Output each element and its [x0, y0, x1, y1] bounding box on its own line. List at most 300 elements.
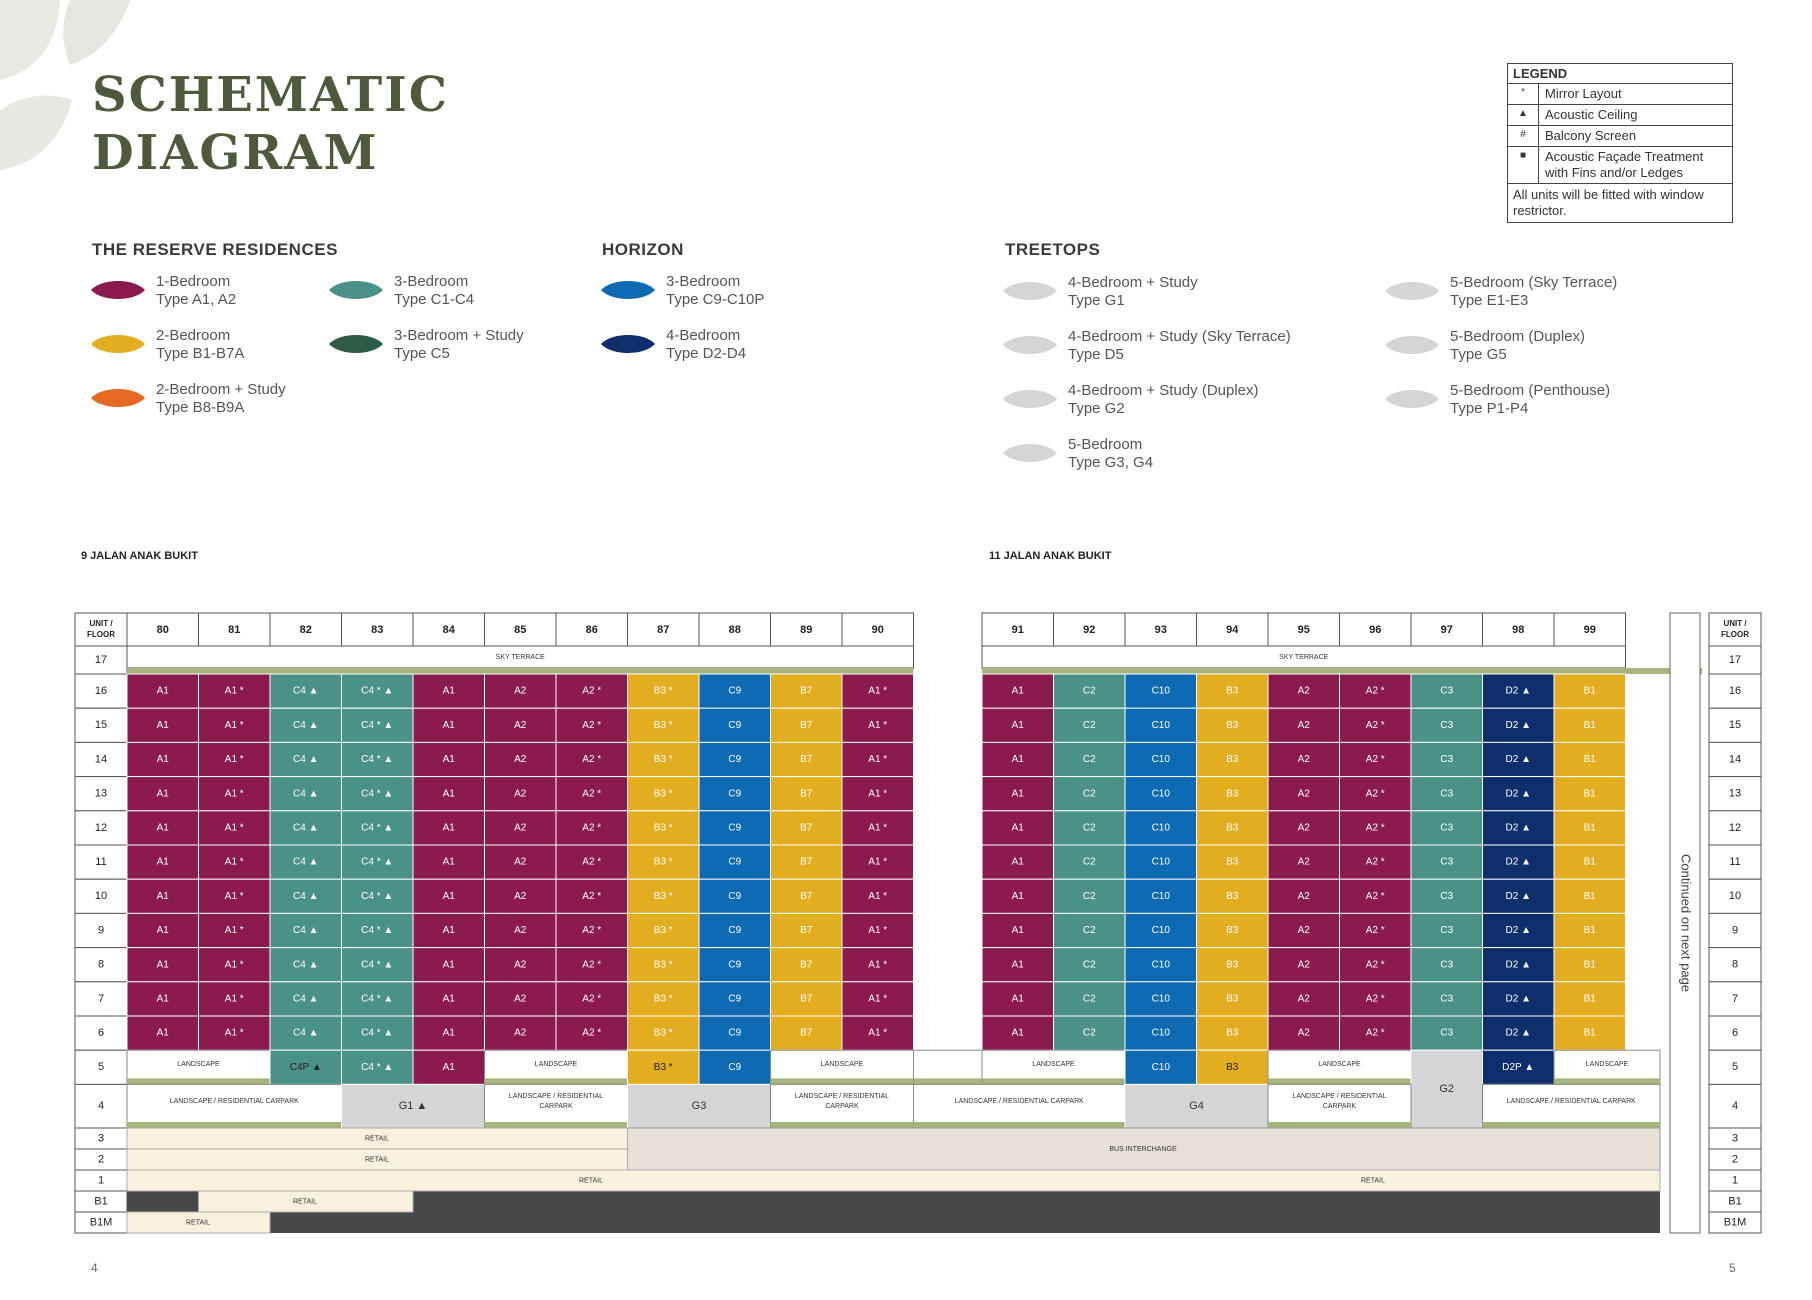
unit-label: A2: [1297, 685, 1310, 697]
floor-label: 4: [1731, 1100, 1739, 1113]
floor-label: 2: [1731, 1153, 1739, 1166]
landscape-label: CARPARK: [1322, 1103, 1357, 1111]
landscape-strip: [485, 1122, 628, 1128]
unit-label: C4 * ▲: [361, 959, 394, 971]
unit-label: A1 *: [224, 685, 244, 697]
unit-label: A1: [442, 719, 455, 731]
unit-label: C9: [728, 925, 742, 937]
unit-label: C4 * ▲: [361, 856, 394, 868]
unit-label: B7: [800, 822, 813, 834]
unit-label: D2 ▲: [1505, 993, 1531, 1005]
hash-symbol: #: [1508, 126, 1539, 146]
unit-label: A1: [1011, 925, 1024, 937]
unit-label: A2 *: [1365, 788, 1385, 800]
unit-label: B7: [800, 993, 813, 1005]
unit-label: C9: [728, 856, 742, 868]
floor-label: 11: [1729, 856, 1741, 869]
unit-label: C2: [1082, 685, 1096, 697]
unit-label: A2: [514, 1027, 527, 1039]
unit-label: A1: [442, 788, 455, 800]
unit-label: A1: [1011, 856, 1024, 868]
landscape-label: LANDSCAPE / RESIDENTIAL CARPARK: [169, 1098, 299, 1106]
unit-label: A2 *: [582, 959, 602, 971]
unit-label: A2: [1297, 890, 1310, 902]
unit-label: C9: [728, 993, 742, 1005]
unit-label: A1: [1011, 890, 1024, 902]
unit-label: B3 *: [653, 788, 673, 800]
unit-label: C4 * ▲: [361, 788, 394, 800]
floor-label: 16: [1728, 685, 1742, 698]
key-item: 4-Bedroom + Study (Sky Terrace) Type D5: [1002, 328, 1291, 364]
unit-label: A2 *: [1365, 685, 1385, 697]
unit-label: C3: [1440, 1027, 1454, 1039]
floor-label: 9: [97, 924, 105, 937]
legend-label: Acoustic Ceiling: [1545, 107, 1638, 122]
unit-label: B1: [1583, 788, 1596, 800]
unit-label: G3: [691, 1100, 707, 1113]
unit-label: A1 *: [868, 890, 888, 902]
unit-label: C9: [728, 959, 742, 971]
stack-number: 98: [1512, 623, 1525, 636]
key-item: 5-Bedroom (Duplex) Type G5: [1384, 328, 1585, 364]
landscape-label: LANDSCAPE / RESIDENTIAL: [1292, 1093, 1387, 1101]
unit-label: B7: [800, 754, 813, 766]
floor-label: 10: [1728, 890, 1742, 903]
stack-number: 89: [800, 623, 813, 636]
unit-label: C10: [1151, 788, 1170, 800]
unit-label: A1: [156, 822, 169, 834]
key-item: 1-Bedroom Type A1, A2: [90, 273, 236, 309]
block-address: 9 JALAN ANAK BUKIT: [81, 550, 198, 562]
unit-label: B3 *: [653, 822, 673, 834]
unit-label: C4 ▲: [293, 788, 319, 800]
unit-label: A2 *: [582, 925, 602, 937]
unit-label: C9: [728, 788, 742, 800]
floor-label: 9: [1731, 924, 1739, 937]
unit-label: B3: [1226, 1027, 1239, 1039]
unit-label: A2 *: [582, 788, 602, 800]
unit-label: A2 *: [1365, 719, 1385, 731]
unit-label: A2 *: [582, 754, 602, 766]
retail-block: [127, 1170, 1660, 1191]
unit-label: B7: [800, 1027, 813, 1039]
unit-label: A1 *: [868, 993, 888, 1005]
landscape-cell: [914, 1084, 1126, 1128]
unit-label: D2 ▲: [1505, 754, 1531, 766]
floor-label: 10: [94, 890, 108, 903]
unit-label: C2: [1082, 925, 1096, 937]
landscape-label: LANDSCAPE: [820, 1061, 864, 1069]
unit-label: A2 *: [582, 856, 602, 868]
unit-label: B1: [1583, 856, 1596, 868]
unit-label: C3: [1440, 959, 1454, 971]
landscape-strip: [982, 668, 1681, 674]
unit-label: A1: [156, 959, 169, 971]
unit-label: A2: [514, 719, 527, 731]
stack-number: 84: [442, 623, 455, 636]
unit-label: B7: [800, 719, 813, 731]
unit-label: D2 ▲: [1505, 719, 1531, 731]
unit-label: D2P ▲: [1502, 1061, 1535, 1073]
unit-label: C4 * ▲: [361, 685, 394, 697]
unit-label: A2: [514, 856, 527, 868]
landscape-label: CARPARK: [539, 1103, 573, 1111]
unit-label: A2: [514, 822, 527, 834]
floor-label: 16: [94, 685, 108, 698]
floor-label: 5: [97, 1061, 105, 1074]
unit-label: C4 ▲: [293, 719, 319, 731]
unit-label: B3: [1226, 719, 1239, 731]
stack-number: 90: [871, 623, 884, 636]
stack-number: 93: [1154, 623, 1167, 636]
unit-label: A1 *: [224, 890, 244, 902]
unit-label: C3: [1440, 822, 1454, 834]
key-item: 4-Bedroom Type D2-D4: [600, 327, 746, 363]
unit-label: B7: [800, 890, 813, 902]
sky-terrace-label: SKY TERRACE: [495, 653, 545, 661]
unit-label: B3 *: [653, 1027, 673, 1039]
unit-label: A1 *: [224, 856, 244, 868]
legend-label: Acoustic Façade Treatment with Fins and/or Ledges: [1545, 149, 1704, 180]
unit-label: D2 ▲: [1505, 788, 1531, 800]
unit-label: C4 ▲: [293, 685, 319, 697]
unit-label: A2: [1297, 993, 1310, 1005]
stack-number: 95: [1297, 623, 1310, 636]
landscape-label: LANDSCAPE / RESIDENTIAL: [508, 1093, 604, 1101]
unit-label: B3: [1226, 685, 1239, 697]
unit-label: C9: [728, 822, 742, 834]
unit-label: B7: [800, 788, 813, 800]
legend-label: Balcony Screen: [1545, 128, 1637, 143]
unit-label: B3 *: [653, 719, 673, 731]
floor-label: 17: [1728, 653, 1742, 666]
landscape-strip: [127, 1122, 342, 1128]
landscape-strip: [914, 1078, 983, 1084]
landscape-strip: [771, 1122, 914, 1128]
group-title: THE RESERVE RESIDENCES: [92, 240, 338, 259]
group-title: HORIZON: [602, 240, 684, 259]
unit-label: A1: [156, 754, 169, 766]
unit-label: A1: [442, 993, 455, 1005]
floor-label: 13: [1728, 787, 1742, 800]
key-item: 3-Bedroom + Study Type C5: [328, 327, 524, 363]
stack-number: 99: [1583, 623, 1596, 636]
unit-label: C3: [1440, 754, 1454, 766]
unit-label: C9: [728, 754, 742, 766]
floor-header-label: FLOOR: [87, 630, 115, 640]
unit-label: B7: [800, 925, 813, 937]
unit-label: A2 *: [1365, 890, 1385, 902]
unit-label: C4 ▲: [293, 959, 319, 971]
unit-label: A1 *: [868, 856, 888, 868]
unit-label: A1: [442, 856, 455, 868]
landscape-strip: [771, 1078, 914, 1084]
unit-label: C4 ▲: [293, 993, 319, 1005]
unit-label: C3: [1440, 719, 1454, 731]
mirror-symbol: *: [1508, 84, 1539, 104]
unit-label: C9: [728, 1027, 742, 1039]
unit-label: A2: [1297, 719, 1310, 731]
unit-label: A1: [156, 1027, 169, 1039]
unit-label: A2 *: [582, 719, 602, 731]
unit-label: C10: [1151, 993, 1170, 1005]
unit-label: A1: [442, 1027, 455, 1039]
unit-label: B3 *: [653, 925, 673, 937]
unit-label: B7: [800, 856, 813, 868]
landscape-label: LANDSCAPE / RESIDENTIAL CARPARK: [1506, 1098, 1636, 1106]
unit-label: B3 *: [653, 685, 673, 697]
floor-label: B1M: [1723, 1216, 1747, 1229]
unit-label: B3 *: [653, 856, 673, 868]
floor-label: 12: [1728, 821, 1742, 834]
floor-label: 7: [97, 992, 105, 1005]
floor-label: 6: [97, 1027, 105, 1040]
unit-label: A1 *: [224, 822, 244, 834]
unit-label: C10: [1151, 685, 1170, 697]
unit-label: C4 ▲: [293, 754, 319, 766]
unit-label: A1: [442, 1061, 455, 1073]
unit-label: A2 *: [1365, 822, 1385, 834]
unit-label: C9: [728, 1061, 742, 1073]
unit-label: A1: [1011, 685, 1024, 697]
floor-label: 8: [97, 958, 105, 971]
floor-label: 3: [97, 1132, 105, 1145]
unit-label: D2 ▲: [1505, 890, 1531, 902]
floor-label: 17: [94, 653, 108, 666]
unit-label: C4P ▲: [289, 1061, 322, 1073]
unit-label: A2: [514, 925, 527, 937]
landscape-label: LANDSCAPE: [534, 1061, 578, 1069]
key-item: 4-Bedroom + Study (Duplex) Type G2: [1002, 382, 1259, 418]
retail-label: RETAIL: [293, 1198, 317, 1206]
unit-label: B1: [1583, 925, 1596, 937]
unit-label: A1: [1011, 993, 1024, 1005]
unit-label: C2: [1082, 719, 1096, 731]
unit-label: B1: [1583, 685, 1596, 697]
floor-label: 5: [1731, 1061, 1739, 1074]
unit-label: C9: [728, 890, 742, 902]
unit-label: C4 * ▲: [361, 890, 394, 902]
landscape-cell: [1483, 1084, 1661, 1128]
title-line-1: SCHEMATIC: [92, 67, 449, 123]
landscape-strip: [1554, 1078, 1660, 1084]
unit-label: A1: [1011, 1027, 1024, 1039]
floor-label: B1: [94, 1195, 108, 1208]
unit-label: A1: [442, 925, 455, 937]
key-item: 5-Bedroom (Sky Terrace) Type E1-E3: [1384, 274, 1617, 310]
unit-label: C3: [1440, 788, 1454, 800]
unit-label: A1 *: [868, 685, 888, 697]
floor-label: 1: [1731, 1174, 1739, 1187]
unit-label: A1 *: [868, 788, 888, 800]
unit-label: C3: [1440, 925, 1454, 937]
unit-label: C10: [1151, 754, 1170, 766]
unit-label: A1 *: [224, 959, 244, 971]
group-title: TREETOPS: [1005, 240, 1101, 259]
unit-label: A2: [514, 993, 527, 1005]
unit-label: C2: [1082, 788, 1096, 800]
unit-label: A2: [1297, 788, 1310, 800]
unit-label: A1: [442, 959, 455, 971]
stack-number: 96: [1369, 623, 1382, 636]
landscape-strip: [982, 1078, 1125, 1084]
unit-label: C3: [1440, 993, 1454, 1005]
key-item: 2-Bedroom + Study Type B8-B9A: [90, 381, 286, 417]
unit-label: A1: [1011, 719, 1024, 731]
unit-label: C2: [1082, 856, 1096, 868]
unit-label: A1: [442, 890, 455, 902]
unit-label: D2 ▲: [1505, 925, 1531, 937]
stack-number: 82: [299, 623, 312, 636]
unit-label: B3: [1226, 856, 1239, 868]
unit-label: C4 ▲: [293, 890, 319, 902]
unit-label: A1 *: [224, 993, 244, 1005]
floor-label: 13: [94, 787, 108, 800]
unit-label: A2: [514, 754, 527, 766]
retail-label: RETAIL: [1361, 1177, 1385, 1185]
square-symbol: ■: [1508, 147, 1539, 183]
unit-label: A1: [1011, 788, 1024, 800]
floor-label: 1: [97, 1174, 105, 1187]
unit-label: A1 *: [868, 925, 888, 937]
unit-label: A1 *: [868, 959, 888, 971]
unit-label: A2 *: [582, 993, 602, 1005]
stack-number: 81: [228, 623, 241, 636]
unit-label: A2 *: [1365, 856, 1385, 868]
unit-label: C4 * ▲: [361, 993, 394, 1005]
retail-label: RETAIL: [186, 1219, 210, 1227]
unit-label: A1: [1011, 822, 1024, 834]
title-line-2: DIAGRAM: [92, 125, 379, 181]
stack-number: 91: [1011, 623, 1024, 636]
unit-label: B3: [1226, 993, 1239, 1005]
unit-label: A2 *: [582, 1027, 602, 1039]
unit-label: A2 *: [582, 822, 602, 834]
unit-label: B3 *: [653, 959, 673, 971]
unit-label: C4 * ▲: [361, 754, 394, 766]
unit-label: G4: [1189, 1100, 1204, 1113]
unit-label: B1: [1583, 890, 1596, 902]
unit-label: A1 *: [224, 1027, 244, 1039]
unit-label: B3 *: [653, 890, 673, 902]
landscape-label: LANDSCAPE / RESIDENTIAL: [794, 1093, 890, 1101]
unit-label: C4 * ▲: [361, 822, 394, 834]
floor-header-label: FLOOR: [1721, 630, 1749, 640]
unit-label: C4 * ▲: [361, 925, 394, 937]
floor-header-label: UNIT /: [1723, 619, 1747, 629]
unit-label: A1: [1011, 754, 1024, 766]
landscape-strip: [914, 1122, 1126, 1128]
unit-label: A1 *: [224, 788, 244, 800]
unit-label: C10: [1151, 719, 1170, 731]
floor-label: 15: [1728, 719, 1742, 732]
unit-label: A2: [1297, 1027, 1310, 1039]
floor-label: 14: [1728, 753, 1742, 766]
unit-label: C4 ▲: [293, 925, 319, 937]
unit-label: A1: [156, 925, 169, 937]
unit-label: B7: [800, 685, 813, 697]
landscape-label: LANDSCAPE: [1318, 1061, 1361, 1069]
sky-terrace-label: SKY TERRACE: [1279, 653, 1329, 661]
unit-label: C10: [1151, 856, 1170, 868]
floor-label: 2: [97, 1153, 105, 1166]
unit-label: B3 *: [653, 754, 673, 766]
unit-label: D2 ▲: [1505, 822, 1531, 834]
floor-label: 7: [1731, 992, 1739, 1005]
legend-title: LEGEND: [1508, 64, 1732, 84]
landscape-strip: [127, 668, 914, 674]
unit-label: C10: [1151, 959, 1170, 971]
unit-label: C9: [728, 719, 742, 731]
landscape-strip: [1483, 1122, 1661, 1128]
landscape-cell: [127, 1084, 342, 1128]
triangle-symbol: ▲: [1508, 105, 1539, 125]
unit-label: B3: [1226, 890, 1239, 902]
floor-label: 8: [1731, 958, 1739, 971]
legend-note: All units will be fitted with window restrictor.: [1513, 187, 1704, 218]
unit-label: C10: [1151, 890, 1170, 902]
unit-label: A1 *: [224, 925, 244, 937]
unit-label: A2: [514, 788, 527, 800]
stack-number: 80: [156, 623, 169, 636]
unit-label: C3: [1440, 856, 1454, 868]
retail-label: RETAIL: [365, 1156, 389, 1164]
unit-label: D2 ▲: [1505, 959, 1531, 971]
unit-label: C2: [1082, 1027, 1096, 1039]
unit-label: D2 ▲: [1505, 685, 1531, 697]
floor-label: 6: [1731, 1027, 1739, 1040]
landscape-label: LANDSCAPE / RESIDENTIAL CARPARK: [954, 1098, 1084, 1106]
unit-label: B1: [1583, 959, 1596, 971]
unit-label: B3: [1226, 822, 1239, 834]
unit-label: C10: [1151, 822, 1170, 834]
key-item: 5-Bedroom Type G3, G4: [1002, 436, 1153, 472]
unit-label: A2: [1297, 925, 1310, 937]
unit-label: A2 *: [582, 685, 602, 697]
stack-number: 86: [585, 623, 598, 636]
floor-label: 12: [94, 821, 108, 834]
unit-label: B7: [800, 959, 813, 971]
landscape-label: LANDSCAPE: [1585, 1061, 1629, 1069]
unit-label: B1: [1583, 754, 1596, 766]
unit-label: A2: [1297, 822, 1310, 834]
unit-label: A2: [514, 890, 527, 902]
landscape-label: LANDSCAPE: [177, 1061, 220, 1069]
unit-label: A1 *: [224, 754, 244, 766]
unit-label: A2: [1297, 754, 1310, 766]
floor-label: B1: [1728, 1195, 1742, 1208]
stack-number: 87: [657, 623, 670, 636]
unit-label: A2 *: [1365, 1027, 1385, 1039]
unit-label: B3: [1226, 754, 1239, 766]
unit-label: A1: [442, 822, 455, 834]
unit-label: A1: [156, 685, 169, 697]
unit-label: A2: [1297, 959, 1310, 971]
unit-label: B1: [1583, 719, 1596, 731]
unit-label: A2 *: [1365, 925, 1385, 937]
landscape-strip: [1268, 1078, 1411, 1084]
unit-label: C10: [1151, 925, 1170, 937]
unit-label: C2: [1082, 959, 1096, 971]
unit-label: A1: [156, 993, 169, 1005]
floor-label: B1M: [89, 1216, 113, 1229]
unit-label: A1 *: [868, 1027, 888, 1039]
unit-label: C2: [1082, 993, 1096, 1005]
unit-label: C9: [728, 685, 742, 697]
unit-label: C4 ▲: [293, 1027, 319, 1039]
stack-number: 94: [1226, 623, 1239, 636]
landscape-strip: [127, 1078, 270, 1084]
